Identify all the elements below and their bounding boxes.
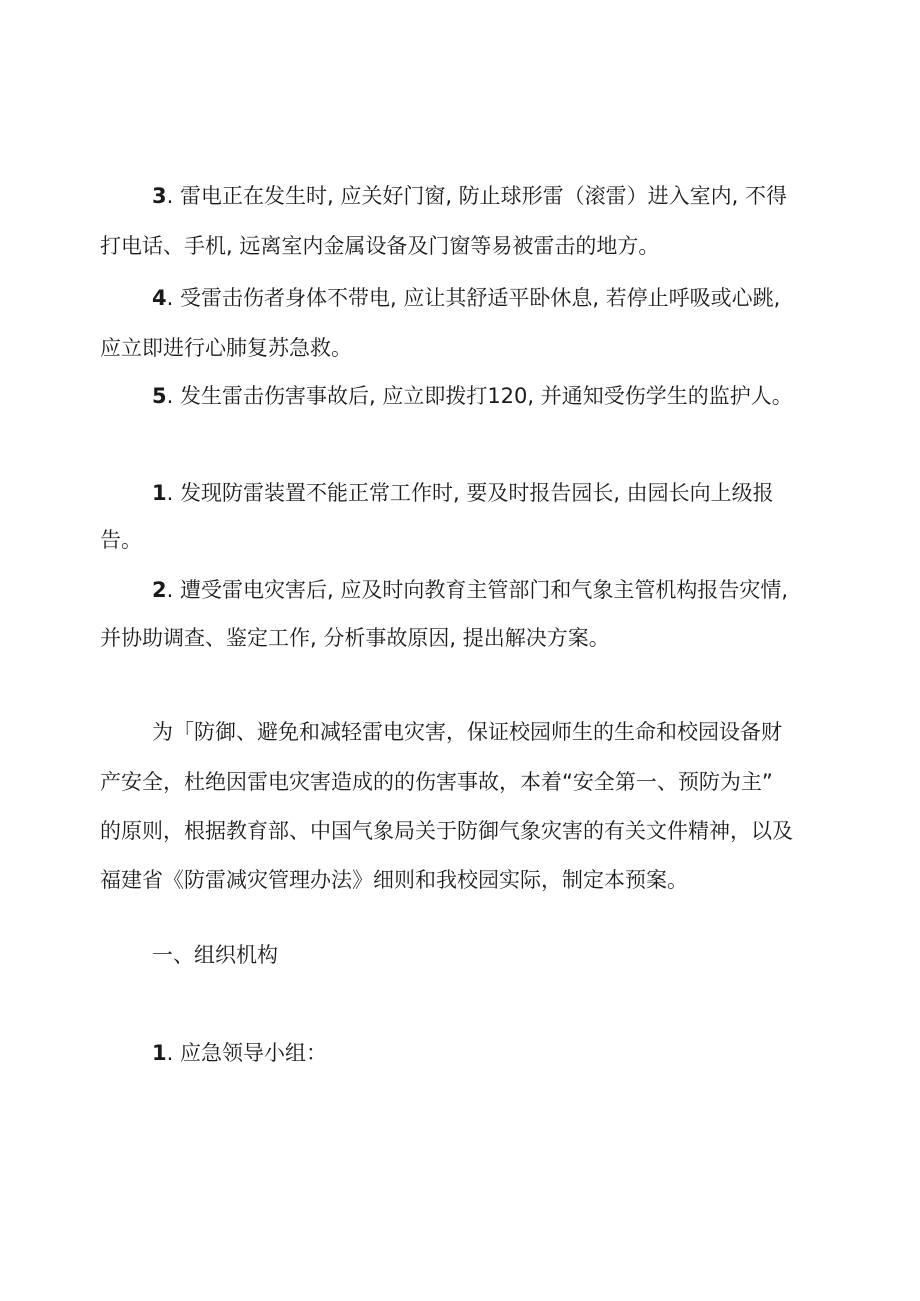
- intro-line-3: 的原则，根据教育部、中国气象局关于防御气象灾害的有关文件精神，以及: [100, 819, 793, 843]
- item-text-continued: 告。: [100, 528, 142, 552]
- item-text: . 应急领导小组：: [166, 1041, 327, 1065]
- item-text: . 发生雷击伤害事故后, 应立即拨打120, 并通知受伤学生的监护人。: [166, 384, 793, 408]
- item-number: 5: [152, 384, 167, 408]
- item-number: 1: [152, 481, 167, 505]
- item-text-continued: 应立即进行心肺复苏急救。: [100, 336, 352, 360]
- intro-line-1: 为「防御、避免和减轻雷电灾害，保证校园师生的生命和校园设备财: [152, 720, 782, 744]
- item-text: . 遭受雷电灾害后, 应及时向教育主管部门和气象主管机构报告灾情,: [166, 578, 788, 602]
- item-text: . 受雷击伤者身体不带电, 应让其舒适平卧休息, 若停止呼吸或心跳,: [166, 286, 781, 310]
- intro-line-2: 产安全，杜绝因雷电灾害造成的的伤害事故，本着“安全第一、预防为主”: [100, 770, 773, 794]
- item-text: . 雷电正在发生时, 应关好门窗, 防止球形雷（滚雷）进入室内, 不得: [166, 184, 788, 208]
- item-number: 3: [152, 184, 167, 208]
- item-number: 2: [152, 578, 167, 602]
- intro-line-4: 福建省《防雷减灾管理办法》细则和我校园实际，制定本预案。: [100, 868, 688, 892]
- item-number: 1: [152, 1041, 167, 1065]
- item-text: . 发现防雷装置不能正常工作时, 要及时报告园长, 由园长向上级报: [166, 481, 774, 505]
- item-text-continued: 打电话、手机, 远离室内金属设备及门窗等易被雷击的地方。: [100, 234, 660, 258]
- item-number: 4: [152, 286, 167, 310]
- item-text-continued: 并协助调查、鉴定工作, 分析事故原因, 提出解决方案。: [100, 626, 610, 650]
- document-page: 3. 雷电正在发生时, 应关好门窗, 防止球形雷（滚雷）进入室内, 不得 打电话、手机, 远离室内金属设备及门窗等易被雷击的地方。 4. 受雷击伤者身体不带电, 应让其舒适平卧休息, 若停止呼吸或心跳, 应立即进行心肺复苏急救。 5. 发生雷击伤害事故后, 应立即拨打120, 并通知受伤学生的监护人。 1. 发现防雷装置不能正常工作时, 要及时报告园长, 由园长向上级报 告。 2. 遭受雷电灾害后, 应及时向教育主管部门和气象主管机构报告灾情, 并协助调查、鉴定工作, 分析事故原因, 提出解决方案。 为「防御、避免和减轻雷电灾害，保证校园师生的生命和校园设备财 产安全，杜绝因雷电灾害造成的的伤害事故，本着“安全第一、预防为主” 的原则，根据教育部、中国气象局关于防御气象灾害的有关文件精神，以及 福建省《防雷减灾管理办法》细则和我校园实际，制定本预案。 一、组织机构 1. 应急领导小组：: [100, 184, 793, 1065]
